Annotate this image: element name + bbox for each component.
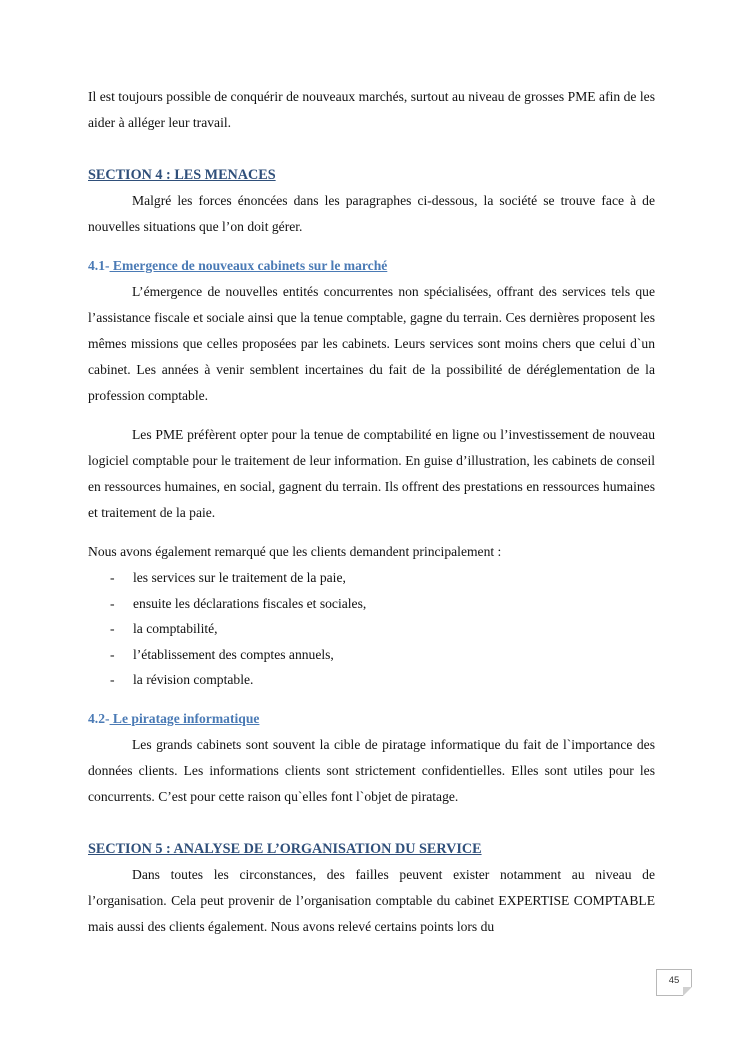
subsection-4-1-paragraph-3: Nous avons également remarqué que les clients demandent principalement :	[88, 544, 502, 559]
list-dash: -	[110, 570, 115, 585]
subsection-4-2-paragraph: Les grands cabinets sont souvent la cible de piratage informatique du fait de l`importance des données clients. Les informations clients sont strictement confidentielles. Elles sont utiles pour les concurrents. C’est pour cette raison qu`elles font l`objet de piratage.	[88, 736, 655, 804]
intro-paragraph: Il est toujours possible de conquérir de nouveaux marchés, surtout au niveau de grosses PME afin de les aider à alléger leur travail.	[88, 89, 655, 130]
list-item: - la comptabilité,	[110, 616, 655, 642]
section-4-heading: SECTION 4 : LES MENACES	[88, 167, 276, 183]
document-page	[88, 84, 655, 940]
list-item: - ensuite les déclarations fiscales et sociales,	[110, 591, 655, 617]
page-number-box	[656, 969, 692, 996]
list-item: - la révision comptable.	[110, 667, 655, 693]
subsection-4-1-paragraph-2: Les PME préfèrent opter pour la tenue de comptabilité en ligne ou l’investissement de nouveau logiciel comptable pour le traitement de leur information. En guise d’illustration, les cabinets de conseil en ressources humaines, en social, gagnent du terrain. Ils offrent des prestations en ressources humaines et traitement de la paie.	[88, 427, 655, 520]
list-dash: -	[110, 595, 115, 611]
list-item: - l’établissement des comptes annuels,	[110, 642, 655, 668]
section-5-heading: SECTION 5 : ANALYSE DE L’ORGANISATION DU SERVICE	[88, 840, 482, 857]
list-item: - les services sur le traitement de la paie,	[110, 565, 655, 591]
list-dash: -	[110, 621, 115, 637]
section-5-paragraph: Dans toutes les circonstances, des failles peuvent exister notamment au niveau de l’organisation. Cela peut provenir de l’organisation comptable du cabinet EXPERTISE COMPTABLE mais aussi des clients également. Nous avons relevé certains points lors du	[88, 866, 655, 934]
section-4-intro: Malgré les forces énoncées dans les paragraphes ci-dessous, la société se trouve face à de nouvelles situations que l’on doit gérer.	[88, 193, 655, 234]
list-dash: -	[110, 672, 115, 688]
subsection-4-2-number: 4.2-	[88, 710, 110, 726]
list-dash: -	[110, 646, 115, 662]
page-fold-corner	[683, 987, 692, 996]
subsection-4-2-title: Le piratage informatique	[109, 710, 260, 726]
client-demands-list	[110, 565, 655, 693]
subsection-4-1-heading	[88, 253, 655, 279]
page-number: 45	[668, 975, 680, 986]
subsection-4-1-title: Emergence de nouveaux cabinets sur le marché	[109, 258, 388, 273]
subsection-4-1-number: 4.1-	[88, 258, 110, 273]
subsection-4-1-paragraph-1: L’émergence de nouvelles entités concurrentes non spécialisées, offrant des services tels que l’assistance fiscale et sociale ainsi que la tenue comptable, gagne du terrain. Ces dernières proposent les mêmes missions que celles proposées par les cabinets. Leurs services sont moins chers que celui d`un cabinet. Les années à venir semblent incertaines du fait de la possibilité de déréglementation de la profession comptable.	[88, 284, 655, 403]
subsection-4-2-heading	[88, 706, 655, 732]
